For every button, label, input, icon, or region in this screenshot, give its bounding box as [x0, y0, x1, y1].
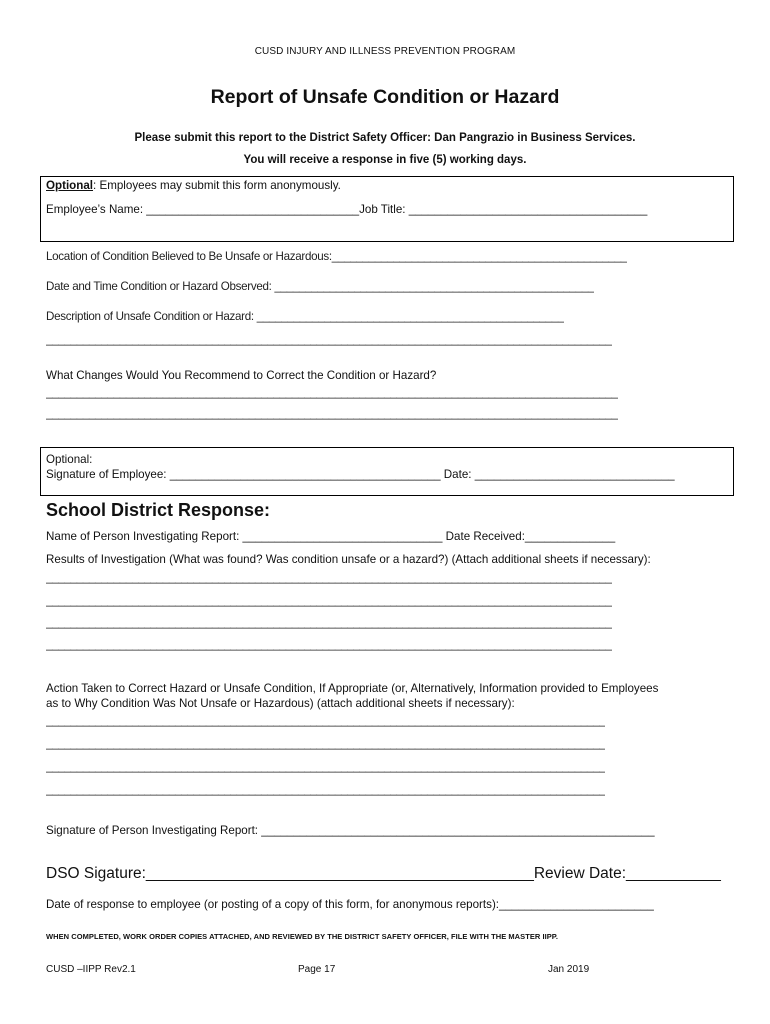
action-line[interactable]: ___________________________________________________________________________________________ — [46, 737, 606, 750]
response-notice: You will receive a response in five (5) working days. — [243, 154, 527, 166]
footer-revision: CUSD –IIPP Rev2.1 — [46, 964, 136, 975]
page-title: Report of Unsafe Condition or Hazard — [210, 86, 560, 108]
dso-signature-field[interactable]: DSO Sigature:_____________________________________________Review Date:___________ — [46, 865, 721, 882]
action-label-2: as to Why Condition Was Not Unsafe or Hazardous) (attach additional sheets if necessary): — [46, 697, 515, 710]
signature-optional-label: Optional: — [46, 453, 93, 466]
action-line[interactable]: ___________________________________________________________________________________________ — [46, 783, 606, 796]
document-header: CUSD INJURY AND ILLNESS PREVENTION PROGRAM — [254, 46, 516, 57]
location-field[interactable]: Location of Condition Believed to Be Unsafe or Hazardous:________________________________________________ — [46, 250, 627, 263]
action-line[interactable]: ___________________________________________________________________________________________ — [46, 714, 606, 727]
date-time-field[interactable]: Date and Time Condition or Hazard Observed: ____________________________________________________ — [46, 280, 595, 293]
footer-date: Jan 2019 — [548, 964, 590, 975]
submit-instruction: Please submit this report to the District Safety Officer: Dan Pangrazio in Business Services. — [134, 132, 636, 144]
optional-note — [46, 179, 341, 192]
description-field[interactable]: Description of Unsafe Condition or Hazard: __________________________________________________ — [46, 310, 565, 323]
changes-line[interactable]: _____________________________________________________________________________________________ — [46, 386, 618, 399]
investigator-signature-field[interactable]: Signature of Person Investigating Report: _____________________________________________________________ — [46, 824, 655, 837]
action-label-1: Action Taken to Correct Hazard or Unsafe Condition, If Appropriate (or, Alternatively, Information provided to Employees — [46, 682, 659, 695]
results-line[interactable]: ____________________________________________________________________________________________ — [46, 571, 612, 584]
results-line[interactable]: ____________________________________________________________________________________________ — [46, 594, 612, 607]
changes-line[interactable]: _____________________________________________________________________________________________ — [46, 407, 618, 420]
results-label: Results of Investigation (What was found? Was condition unsafe or a hazard?) (Attach additional sheets if necessary): — [46, 553, 651, 566]
investigator-name-field[interactable]: Name of Person Investigating Report: _______________________________ Date Received:______________ — [46, 530, 616, 543]
description-line[interactable]: ____________________________________________________________________________________________ — [46, 333, 612, 346]
district-response-heading: School District Response: — [46, 500, 271, 520]
optional-label: Optional — [46, 179, 94, 192]
employee-signature-field[interactable]: Signature of Employee: __________________________________________ Date: _______________________________ — [46, 468, 675, 481]
employee-name-field[interactable]: Employee’s Name: _________________________________Job Title: _____________________________________ — [46, 203, 648, 216]
date-of-response-field[interactable]: Date of response to employee (or posting of a copy of this form, for anonymous reports):________________________ — [46, 898, 654, 911]
changes-label: What Changes Would You Recommend to Correct the Condition or Hazard? — [46, 369, 437, 382]
action-line[interactable]: ___________________________________________________________________________________________ — [46, 760, 606, 773]
filing-instruction: WHEN COMPLETED, WORK ORDER COPIES ATTACHED, AND REVIEWED BY THE DISTRICT SAFETY OFFICER, FILE WITH THE MASTER IIPP. — [46, 932, 559, 941]
optional-text: : Employees may submit this form anonymously. — [93, 179, 341, 192]
results-line[interactable]: ____________________________________________________________________________________________ — [46, 638, 612, 651]
results-line[interactable]: ____________________________________________________________________________________________ — [46, 616, 612, 629]
footer-page-number: Page 17 — [298, 964, 336, 975]
